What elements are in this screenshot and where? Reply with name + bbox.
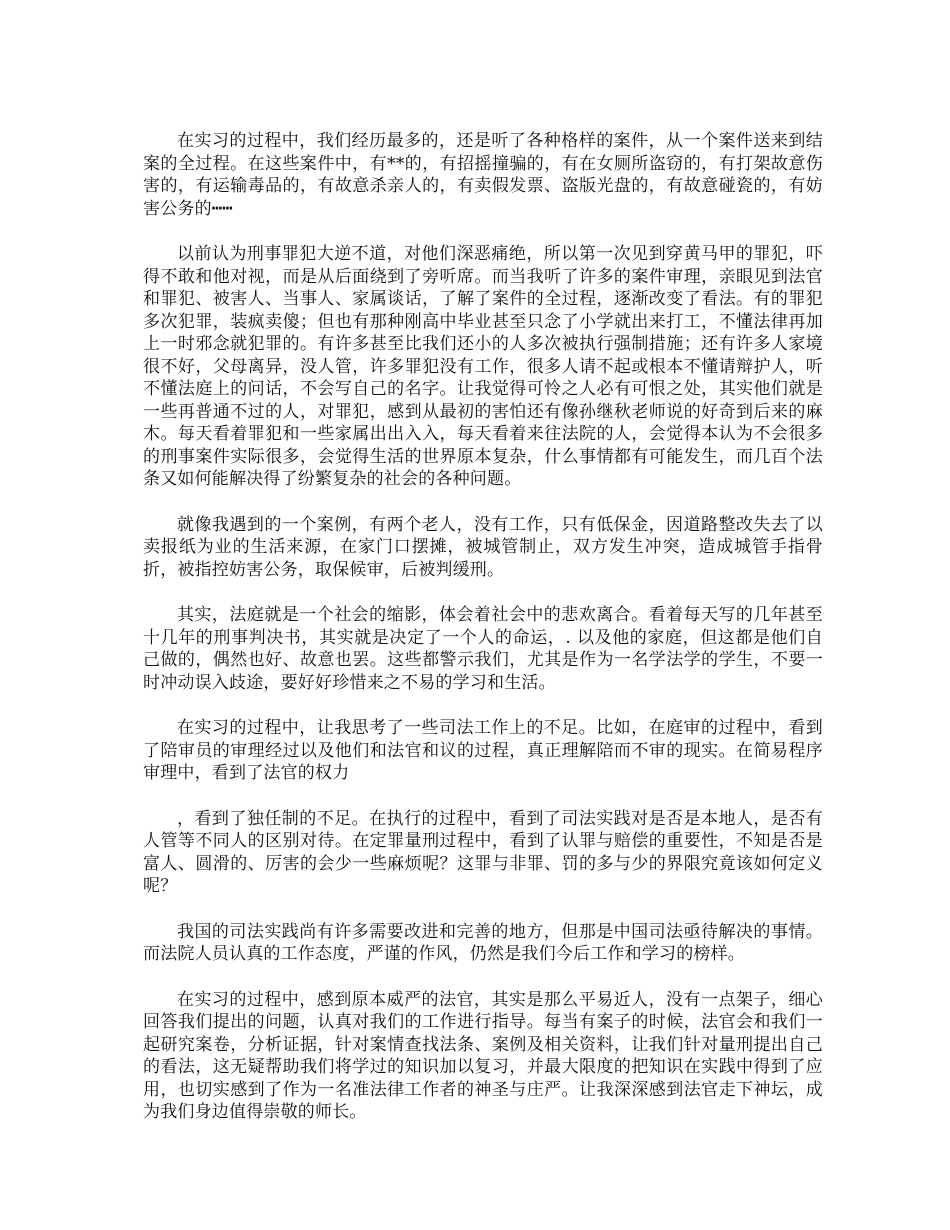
document-body — [143, 130, 823, 1147]
paragraph-5: 在实习的过程中，让我思考了一些司法工作上的不足。比如，在庭审的过程中，看到了陪审员的审理经过以及他们和法官和议的过程，真正理解陪而不审的现实。在简易程序审理中，看到了法官的权力 — [143, 718, 823, 783]
paragraph-3: 就像我遇到的一个案例，有两个老人，没有工作，只有低保金，因道路整改失去了以卖报纸为业的生活来源，在家门口摆摊，被城管制止，双方发生冲突，造成城管手指骨折，被指控妨害公务，取保候审，后被判缓刑。 — [143, 514, 823, 580]
paragraph-7: 我国的司法实践尚有许多需要改进和完善的地方，但那是中国司法亟待解决的事情。而法院人员认真的工作态度，严谨的作风，仍然是我们今后工作和学习的榜样。 — [143, 921, 823, 964]
paragraph-4: 其实，法庭就是一个社会的缩影，体会着社会中的悲欢离合。看着每天写的几年甚至十几年的刑事判决书，其实就是决定了一个人的命运，. 以及他的家庭，但这都是他们自己做的，偶然也好、故意也罢。这些都警示我们，尤其是作为一名学法学的学生，不要一时冲动误入歧途，要好好珍惜来之不易的学习和生活。 — [143, 605, 823, 693]
paragraph-6: ，看到了独任制的不足。在执行的过程中，看到了司法实践对是否是本地人，是否有人管等不同人的区别对待。在定罪量刑过程中，看到了认罪与赔偿的重要性，不知是否是富人、圆滑的、厉害的会少一些麻烦呢？这罪与非罪、罚的多与少的界限究竟该如何定义呢？ — [143, 808, 823, 896]
paragraph-2: 以前认为刑事罪犯大逆不道，对他们深恶痛绝，所以第一次见到穿黄马甲的罪犯，吓得不敢和他对视，而是从后面绕到了旁听席。而当我听了许多的案件审理，亲眼见到法官和罪犯、被害人、当事人、家属谈话，了解了案件的全过程，逐渐改变了看法。有的罪犯多次犯罪，装疯卖傻；但也有那种刚高中毕业甚至只念了小学就出来打工，不懂法律再加上一时邪念就犯罪的。有许多甚至比我们还小的人多次被执行强制措施；还有许多人家境很不好，父母离异，没人管，许多罪犯没有工作，很多人请不起或根本不懂请辩护人，听不懂法庭上的问话，不会写自己的名字。让我觉得可怜之人必有可恨之处，其实他们就是一些再普通不过的人，对罪犯，感到从最初的害怕还有像孙继秋老师说的好奇到后来的麻木。每天看着罪犯和一些家属出出入入，每天看着来往法院的人，会觉得本认为不会很多的刑事案件实际很多，会觉得生活的世界原本复杂，什么事情都有可能发生，而几百个法条又如何能解决得了纷繁复杂的社会的各种问题。 — [143, 244, 823, 489]
paragraph-8: 在实习的过程中，感到原本威严的法官，其实是那么平易近人，没有一点架子，细心回答我们提出的问题，认真对我们的工作进行指导。每当有案子的时候，法官会和我们一起研究案卷，分析证据，针对案情查找法条、案例及相关资料，让我们针对量刑提出自己的看法，这无疑帮助我们将学过的知识加以复习，并最大限度的把知识在实践中得到了应用，也切实感到了作为一名准法律工作者的神圣与庄严。让我深深感到法官走下神坛，成为我们身边值得崇敬的师长。 — [143, 989, 823, 1122]
paragraph-1: 在实习的过程中，我们经历最多的，还是听了各种格样的案件，从一个案件送来到结案的全过程。在这些案件中，有**的，有招摇撞骗的，有在女厕所盗窃的，有打架故意伤害的，有运输毒品的，有故意杀亲人的，有卖假发票、盗版光盘的，有故意碰瓷的，有妨害公务的┅┅ — [143, 131, 823, 219]
